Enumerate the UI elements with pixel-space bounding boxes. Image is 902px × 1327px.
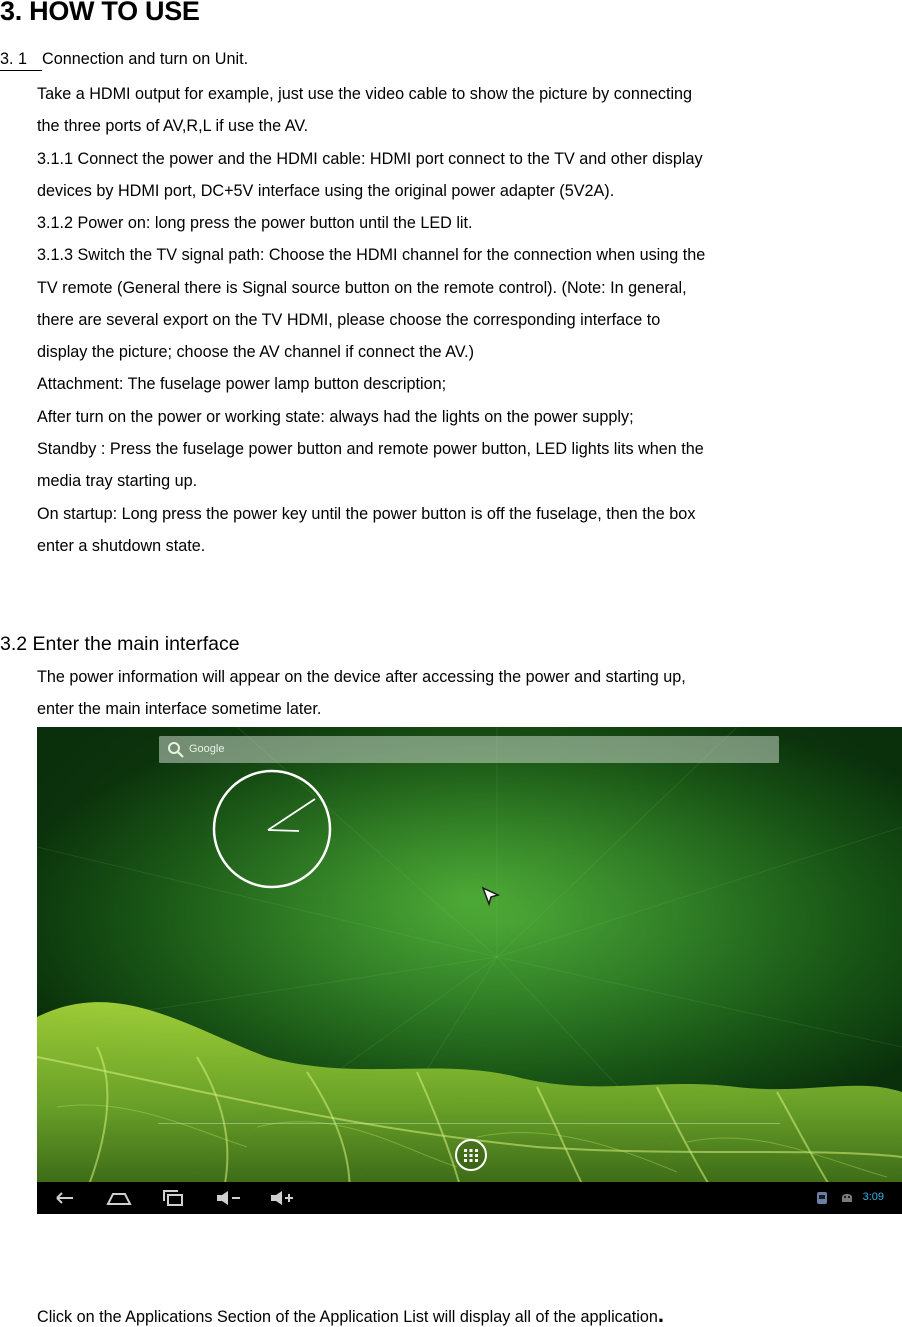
section-1-line: Standby : Press the fuselage power button and remote power button, LED lights lits when the [37,440,704,458]
status-clock: 3:09 [862,1191,884,1203]
section-1-line: 3.1.3 Switch the TV signal path: Choose the HDMI channel for the connection when using the [37,246,706,264]
volume-up-icon[interactable] [269,1189,297,1207]
section-1-number: 3. 1 [0,50,28,68]
section-2-line: The power information will appear on the device after accessing the power and starting up, [37,668,686,686]
section-1-line: devices by HDMI port, DC+5V interface using the original power adapter (5V2A). [37,182,615,200]
section-2-title: 3.2 Enter the main interface [0,633,240,655]
volume-down-icon[interactable] [215,1189,243,1207]
section-1-line: enter a shutdown state. [37,537,206,555]
recent-apps-icon[interactable] [161,1189,185,1207]
section-1-line: 3.1.2 Power on: long press the power button until the LED lit. [37,214,473,232]
google-search-bar[interactable] [159,736,779,763]
analog-clock-widget[interactable] [211,768,333,890]
section-1-line: 3.1.1 Connect the power and the HDMI cable: HDMI port connect to the TV and other display [37,150,703,168]
section-1-line: there are several export on the TV HDMI, please choose the corresponding interface to [37,311,661,329]
dock-divider [158,1123,780,1124]
page-heading: 3. HOW TO USE [0,0,200,26]
section-1-line: the three ports of AV,R,L if use the AV. [37,117,309,135]
clock-hour-hand [268,830,299,831]
clock-minute-hand [268,799,315,830]
section-1-line: Attachment: The fuselage power lamp button description; [37,375,447,393]
back-icon[interactable] [53,1189,77,1207]
footer-text [37,1302,665,1327]
home-icon[interactable] [105,1189,133,1207]
section-2-line: enter the main interface sometime later. [37,700,322,718]
search-icon [167,741,185,759]
home-screen-screenshot [37,727,902,1214]
section-1-line: TV remote (General there is Signal source button on the remote control). (Note: In general, [37,279,687,297]
section-1-line: After turn on the power or working state: always had the lights on the power supply; [37,408,634,426]
notification-icon[interactable] [815,1189,829,1207]
search-label: Google [189,743,225,755]
section-1-line: display the picture; choose the AV channel if connect the AV.) [37,343,475,361]
footer-period: . [657,1302,665,1327]
section-1-line: media tray starting up. [37,472,198,490]
mouse-cursor-icon [481,886,501,906]
footer-sentence: Click on the Applications Section of the Application List will display all of the application [37,1308,658,1326]
section-1-line: On startup: Long press the power key until the power button is off the fuselage, then the box [37,505,696,523]
section-1-title: Connection and turn on Unit. [42,50,249,68]
section-1-line: Take a HDMI output for example, just use the video cable to show the picture by connecting [37,85,693,103]
system-navigation-bar [37,1182,902,1214]
all-apps-icon[interactable] [453,1137,489,1173]
android-debug-icon[interactable] [839,1189,855,1207]
